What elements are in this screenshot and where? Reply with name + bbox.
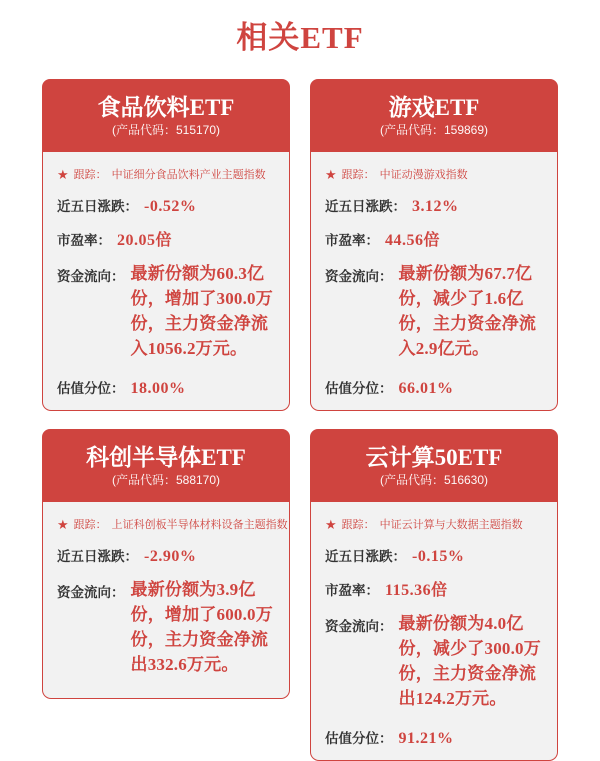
track-row (57, 516, 288, 532)
change5d-value: -0.15% (412, 548, 465, 565)
change5d-label: 近五日涨跌： (325, 199, 406, 214)
etf-card (310, 79, 558, 411)
etf-card (310, 429, 558, 761)
valuation-row (325, 377, 545, 398)
change5d-label: 近五日涨跌： (325, 549, 406, 564)
track-index: 中证细分食品饮料产业主题指数 (111, 169, 266, 181)
flow-label: 资金流向： (325, 619, 393, 634)
change5d-label: 近五日涨跌： (57, 199, 138, 214)
valuation-row (325, 727, 545, 748)
track-row (57, 166, 277, 182)
pe-label: 市盈率： (325, 233, 379, 248)
pe-label: 市盈率： (325, 583, 379, 598)
change5d-row (325, 545, 545, 566)
valuation-value: 66.01% (398, 380, 454, 397)
pe-value: 115.36倍 (385, 582, 448, 599)
change5d-row (57, 545, 277, 566)
card-header (42, 79, 290, 152)
card-header (310, 79, 558, 152)
cards-grid (42, 79, 558, 761)
flow-value: 最新份额为4.0亿份，减少了300.0万份，主力资金净流出124.2万元。 (398, 614, 541, 708)
track-label: 跟踪： (73, 169, 107, 181)
flow-value: 最新份额为3.9亿份，增加了600.0万份，主力资金净流出332.6万元。 (130, 580, 273, 674)
valuation-value: 91.21% (398, 730, 454, 747)
star-icon: ★ (57, 166, 69, 182)
change5d-value: 3.12% (412, 198, 459, 215)
flow-label: 资金流向： (57, 269, 125, 284)
track-label: 跟踪： (341, 519, 375, 531)
track-label: 跟踪： (73, 519, 107, 531)
pe-row (57, 227, 277, 250)
flow-row (57, 577, 277, 677)
etf-name: 科创半导体ETF (86, 444, 246, 470)
etf-card (42, 429, 290, 761)
page-title: 相关ETF (236, 20, 364, 55)
star-icon: ★ (325, 166, 337, 182)
card-body (310, 152, 558, 411)
flow-label: 资金流向： (57, 585, 125, 600)
star-icon: ★ (325, 516, 337, 532)
track-label: 跟踪： (341, 169, 375, 181)
change5d-label: 近五日涨跌： (57, 549, 138, 564)
valuation-label: 估值分位： (325, 381, 393, 396)
flow-value: 最新份额为67.7亿份，减少了1.6亿份，主力资金净流入2.9亿元。 (398, 264, 537, 358)
etf-product-code: (产品代码：515170) (111, 122, 221, 137)
etf-name: 游戏ETF (388, 94, 480, 120)
flow-value: 最新份额为60.3亿份，增加了300.0万份，主力资金净流入1056.2万元。 (130, 264, 273, 358)
pe-label: 市盈率： (57, 233, 111, 248)
etf-product-code: (产品代码：516630) (379, 472, 489, 487)
valuation-label: 估值分位： (325, 731, 393, 746)
pe-value: 20.05倍 (117, 232, 173, 249)
flow-row (57, 261, 277, 361)
change5d-value: -2.90% (144, 548, 197, 565)
pe-row (325, 227, 545, 250)
etf-name: 云计算50ETF (365, 444, 503, 470)
valuation-value: 18.00% (130, 380, 186, 397)
change5d-value: -0.52% (144, 198, 197, 215)
track-row (325, 516, 545, 532)
track-row (325, 166, 545, 182)
flow-label: 资金流向： (325, 269, 393, 284)
card-header (310, 429, 558, 502)
valuation-label: 估值分位： (57, 381, 125, 396)
flow-row (325, 611, 545, 711)
card-body (42, 502, 290, 699)
flow-row (325, 261, 545, 361)
pe-value: 44.56倍 (385, 232, 441, 249)
etf-product-code: (产品代码：159869) (379, 122, 489, 137)
track-index: 中证云计算与大数据主题指数 (379, 519, 523, 531)
card-header (42, 429, 290, 502)
change5d-row (325, 195, 545, 216)
etf-product-code: (产品代码：588170) (111, 472, 221, 487)
valuation-row (57, 377, 277, 398)
card-body (42, 152, 290, 411)
pe-row (325, 577, 545, 600)
track-index: 中证动漫游戏指数 (379, 169, 468, 181)
etf-name: 食品饮料ETF (97, 94, 235, 120)
etf-card (42, 79, 290, 411)
track-index: 上证科创板半导体材料设备主题指数 (111, 519, 288, 531)
star-icon: ★ (57, 516, 69, 532)
change5d-row (57, 195, 277, 216)
